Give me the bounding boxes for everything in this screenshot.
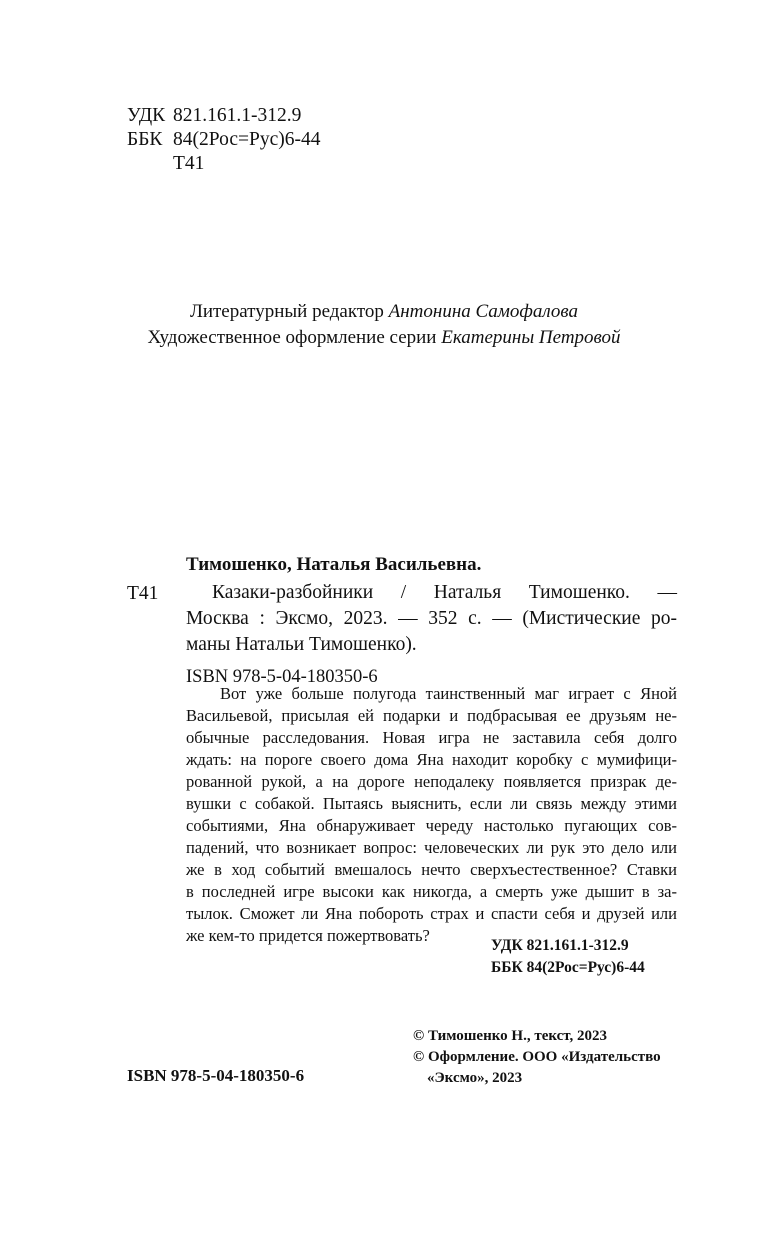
annotation-line: тылок. Сможет ли Яна побороть страх и спасти себя и друзей или (186, 904, 677, 923)
udk-bold: УДК 821.161.1-312.9 (491, 937, 629, 954)
catalog-author-mark: Т41 (127, 583, 159, 604)
credits (0, 299, 768, 351)
udk-label: УДК (127, 105, 166, 126)
annotation-line: Вот уже больше полугода таинственный маг играет с Яной (220, 684, 677, 703)
copyright-line: © Тимошенко Н., текст, 2023 (413, 1028, 608, 1044)
annotation-line: Васильевой, присылая ей подарки и подбрасывая ее друзьям не- (186, 706, 677, 725)
copyright-line: «Эксмо», 2023 (427, 1070, 523, 1086)
annotation-line: событиями, Яна обнаруживает череду настолько пугающих сов- (186, 816, 677, 835)
author-mark-row (127, 152, 320, 176)
copyright-block (413, 1026, 661, 1089)
udk-value: 821.161.1-312.9 (173, 105, 302, 126)
bbk-label: ББК (127, 129, 163, 150)
bbk-value: 84(2Рос=Рус)6-44 (173, 129, 321, 150)
annotation (186, 683, 677, 947)
annotation-line: вушки с собакой. Пытаясь выяснить, если ли связь между этими (186, 794, 677, 813)
annotation-line: же кем-то придется пожертвовать? (186, 926, 430, 945)
bbk-row (127, 128, 320, 152)
author-mark: Т41 (173, 153, 205, 174)
udk-row (127, 104, 320, 128)
editor-prefix: Литературный редактор (189, 301, 384, 322)
annotation-line: в последней игре высоки как никогда, а смерть уже дышит в за- (186, 882, 677, 901)
classification-codes (127, 104, 320, 176)
editor-name: Антонина Самофалова (388, 301, 579, 322)
editor-credit (0, 299, 768, 325)
description-line: маны Натальи Тимошенко). (186, 634, 417, 655)
bbk-bold: ББК 84(2Рос=Рус)6-44 (491, 959, 645, 976)
design-name: Екатерины Петровой (441, 327, 621, 348)
classification-bold (491, 935, 645, 979)
footer-isbn: ISBN 978-5-04-180350-6 (127, 1066, 305, 1085)
annotation-line: падений, что возникает вопрос: человеческих ли рук это дело или (186, 838, 677, 857)
copyright-line: © Оформление. ООО «Издательство (413, 1049, 661, 1065)
annotation-line: же в ход событий вмешалось нечто сверхъестественное? Ставки (186, 860, 677, 879)
annotation-line: обычные расследования. Новая игра не заставила себя долго (186, 728, 677, 747)
catalog-description (186, 580, 677, 658)
description-line: Казаки-разбойники / Наталья Тимошенко. — (212, 582, 677, 603)
catalog-isbn: ISBN 978-5-04-180350-6 (186, 667, 378, 687)
annotation-line: рованной рукой, а на дороге неподалеку появляется призрак де- (186, 772, 677, 791)
design-prefix: Художественное оформление серии (147, 327, 437, 348)
catalog-author-heading: Тимошенко, Наталья Васильевна. (186, 554, 482, 575)
description-line: Москва : Эксмо, 2023. — 352 с. — (Мистические ро- (186, 608, 677, 629)
design-credit (0, 325, 768, 351)
annotation-line: ждать: на пороге своего дома Яна находит коробку с мумифици- (186, 750, 677, 769)
